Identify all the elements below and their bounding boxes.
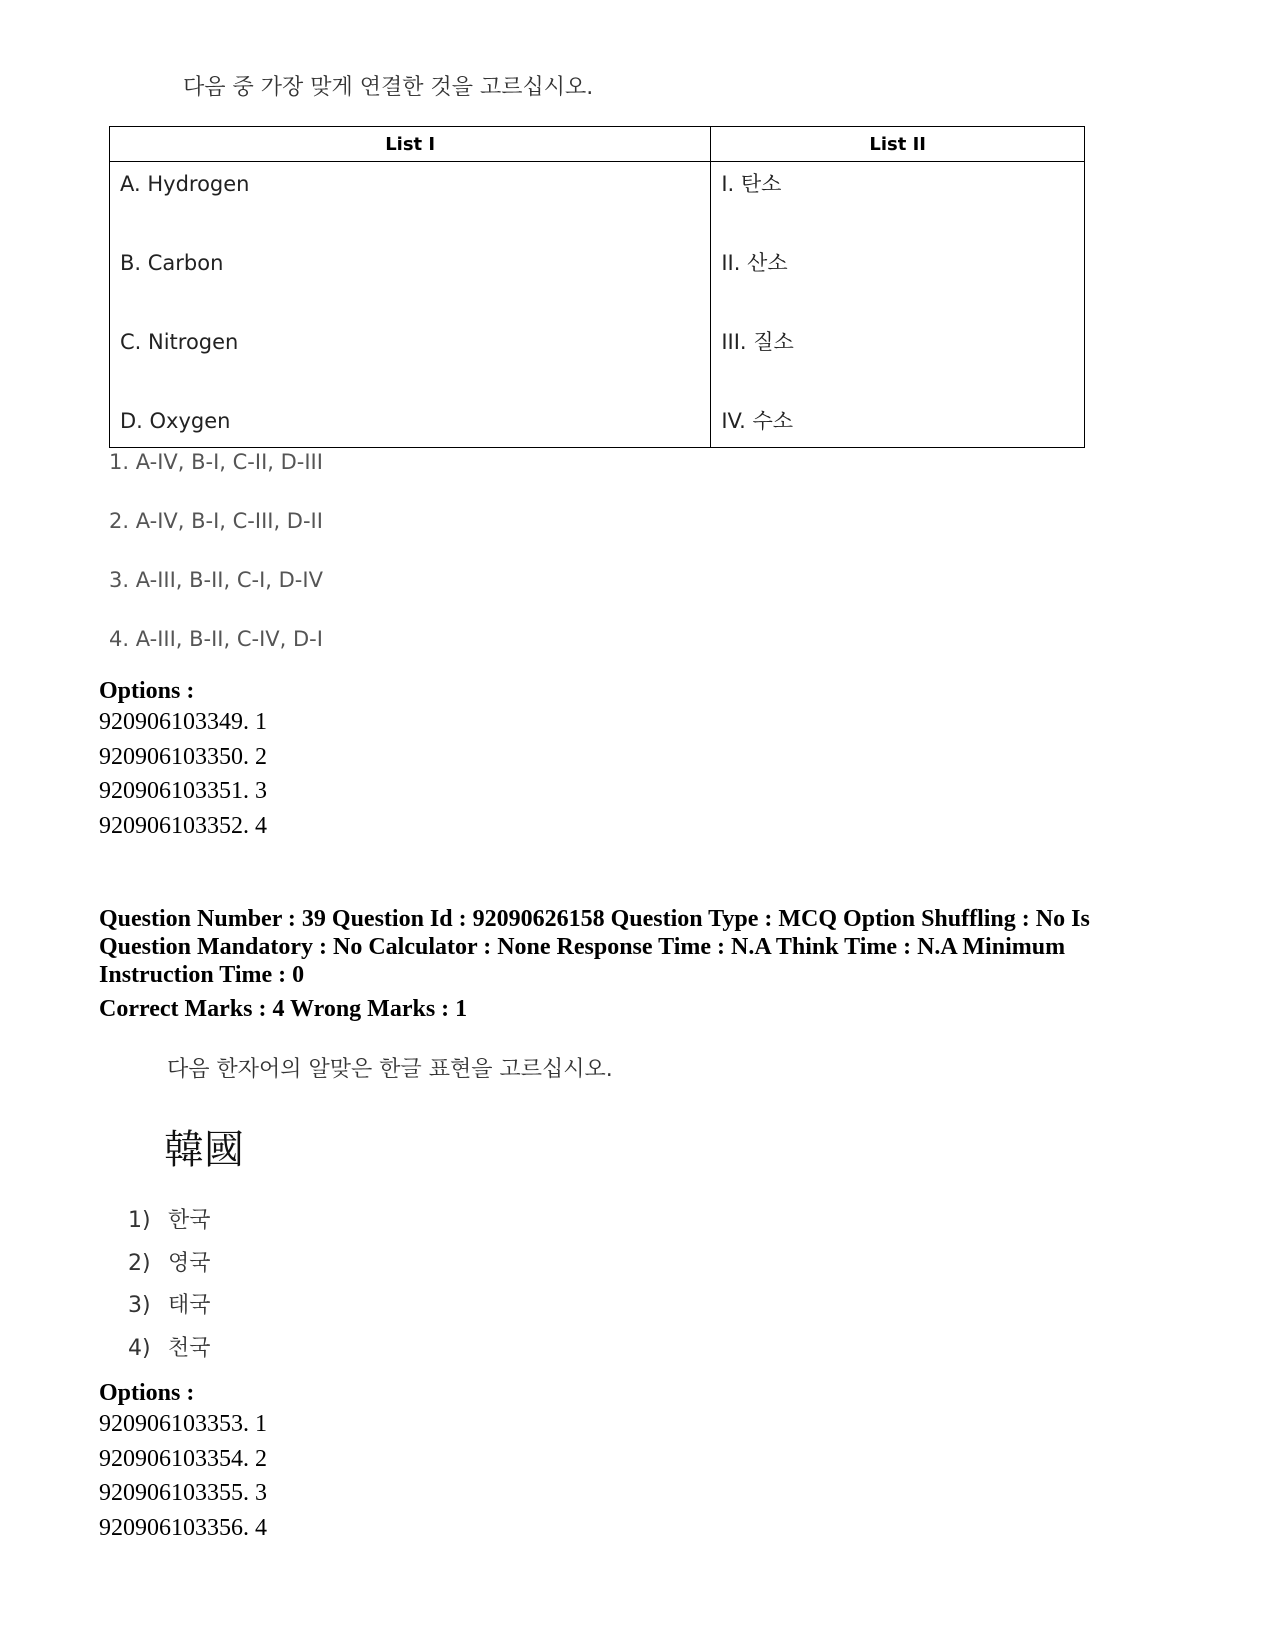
- options-block: [99, 678, 267, 843]
- question-prompt: 다음 한자어의 알맞은 한글 표현을 고르십시오.: [167, 1057, 613, 1082]
- list1-column: [110, 162, 711, 448]
- answer-choice: 4. A-III, B-II, C-IV, D-I: [109, 627, 323, 651]
- choice-number: 1): [128, 1208, 151, 1233]
- options-list: [99, 705, 267, 843]
- question-prompt: 다음 중 가장 맞게 연결한 것을 고르십시오.: [183, 75, 594, 100]
- option-id: 920906103352. 4: [99, 812, 267, 839]
- options-heading: Options :: [99, 1380, 195, 1406]
- options-list: [99, 1407, 267, 1545]
- list2-column: [711, 162, 1085, 448]
- list2-item: IV. 수소: [721, 409, 794, 433]
- list2-item: I. 탄소: [721, 172, 782, 196]
- options-block: [99, 1380, 267, 1545]
- list1-item: B. Carbon: [120, 251, 224, 275]
- choice-number: 2): [128, 1250, 151, 1276]
- option-id: 920906103351. 3: [99, 778, 267, 804]
- choice-number: 4): [128, 1335, 151, 1361]
- option-id: 920906103349. 1: [99, 709, 267, 735]
- answer-choice: [128, 1288, 211, 1331]
- choice-text: 천국: [168, 1335, 211, 1361]
- answer-choice: 3. A-III, B-II, C-I, D-IV: [109, 568, 323, 592]
- question-meta: Question Number : 39 Question Id : 92090626158 Question Type : MCQ Option Shuffling : No Is Question Mandatory : No Calculator : None Response Time : N.A Think Time : N.A Minimum Instruction Time : 0: [99, 906, 1090, 988]
- list1-item: C. Nitrogen: [120, 330, 239, 354]
- hanja-word: 韓國: [164, 1127, 244, 1173]
- option-id: 920906103354. 2: [99, 1445, 267, 1472]
- choice-text: 영국: [168, 1250, 211, 1276]
- table-header-list1: List I: [110, 127, 711, 162]
- options-heading: Options :: [99, 678, 195, 704]
- answer-choices: [109, 450, 323, 686]
- answer-choice: [128, 1203, 211, 1246]
- question-marks: Correct Marks : 4 Wrong Marks : 1: [99, 996, 468, 1022]
- table-header-list2: List II: [711, 127, 1085, 162]
- list2-item: III. 질소: [721, 330, 794, 354]
- choice-text: 태국: [168, 1293, 211, 1318]
- list2-item: II. 산소: [721, 251, 788, 275]
- list1-item: A. Hydrogen: [120, 172, 250, 196]
- option-id: 920906103356. 4: [99, 1514, 267, 1541]
- answer-choices: [128, 1203, 211, 1373]
- choice-text: 한국: [168, 1208, 211, 1233]
- option-id: 920906103355. 3: [99, 1480, 267, 1506]
- answer-choice: 1. A-IV, B-I, C-II, D-III: [109, 450, 323, 474]
- option-id: 920906103350. 2: [99, 743, 267, 770]
- answer-choice: [128, 1246, 211, 1289]
- answer-choice: [128, 1331, 211, 1374]
- answer-choice: 2. A-IV, B-I, C-III, D-II: [109, 509, 323, 533]
- option-id: 920906103353. 1: [99, 1411, 267, 1437]
- choice-number: 3): [128, 1293, 151, 1318]
- list1-item: D. Oxygen: [120, 409, 231, 433]
- matching-table: [109, 126, 1085, 448]
